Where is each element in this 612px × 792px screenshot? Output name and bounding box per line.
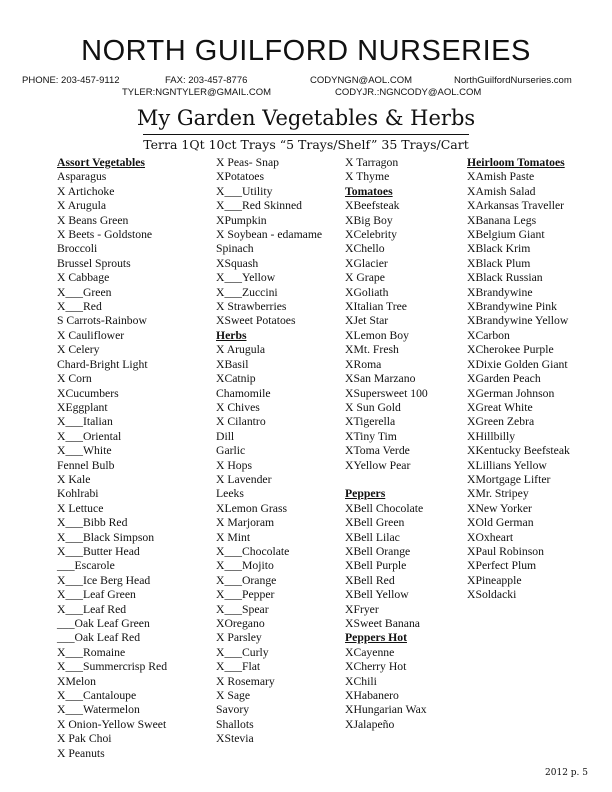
list-item: XMr. Stripey [467, 487, 529, 501]
list-item: X___Zuccini [216, 285, 278, 299]
list-item: XSweet Banana [345, 616, 420, 630]
list-item: XSoldacki [467, 588, 517, 602]
list-item: XSweet Potatoes [216, 314, 296, 328]
list-item: Kohlrabi [57, 487, 99, 501]
list-item: X Pak Choi [57, 732, 112, 746]
list-item: XBell Green [345, 516, 405, 530]
list-item: XBrandywine [467, 285, 533, 299]
list-item: XNew Yorker [467, 501, 532, 515]
list-item: X Corn [57, 372, 92, 386]
list-item: XBig Boy [345, 213, 393, 227]
list-item: X Lettuce [57, 501, 104, 515]
list-item: XChello [345, 242, 385, 256]
column-1 [57, 156, 167, 761]
list-item: XHabanero [345, 689, 399, 703]
list-item: XHungarian Wax [345, 703, 427, 717]
list-item: XLillians Yellow [467, 458, 547, 472]
section-heading: Peppers Hot [345, 631, 407, 645]
list-item: XCucumbers [57, 386, 119, 400]
list-item: X Sun Gold [345, 400, 401, 414]
list-item: X Kale [57, 472, 91, 486]
fax-text: FAX: 203-457-8776 [165, 75, 248, 86]
list-item: XBasil [216, 357, 249, 371]
list-item: X Marjoram [216, 516, 275, 530]
list-item: X___Black Simpson [57, 530, 155, 544]
list-item: X Grape [345, 271, 385, 285]
list-item: XCayenne [345, 645, 395, 659]
list-item: XRoma [345, 357, 382, 371]
list-item: XTiny Tim [345, 429, 397, 443]
list-item: Dill [216, 429, 235, 443]
list-item: XTigerella [345, 415, 396, 429]
list-item: XToma Verde [345, 444, 410, 458]
list-item: S Carrots-Rainbow [57, 314, 147, 328]
list-item: X Lavender [216, 472, 272, 486]
list-item: X___Pepper [216, 588, 275, 602]
page-footer: 2012 p. 5 [545, 768, 588, 778]
section-heading: Heirloom Tomatoes [467, 156, 565, 169]
list-item: XJalapeño [345, 717, 395, 731]
list-item: X___Red Skinned [216, 199, 303, 213]
list-item: X Hops [216, 458, 253, 472]
list-item: X Sage [216, 689, 251, 703]
list-item: XGreen Zebra [467, 415, 535, 429]
list-item: Broccoli [57, 242, 98, 256]
list-item: XGerman Johnson [467, 386, 555, 400]
section-heading: Assort Vegetables [57, 156, 145, 169]
list-item: XBell Yellow [345, 588, 409, 602]
list-item: X___Cantaloupe [57, 689, 137, 703]
list-item: X Rosemary [216, 674, 275, 688]
column-3 [345, 156, 428, 732]
list-item: XBanana Legs [467, 213, 537, 227]
list-item: Spinach [216, 242, 254, 256]
list-item: Savory [216, 703, 250, 717]
list-item: XOregano [216, 617, 265, 630]
list-item: XArkansas Traveller [467, 199, 565, 213]
list-item: X Tarragon [345, 156, 399, 169]
list-item: XBell Chocolate [345, 501, 424, 515]
list-item: X___Leaf Red [57, 602, 127, 616]
list-item: ___Oak Leaf Red [57, 631, 141, 645]
list-item: XAmish Salad [467, 184, 536, 198]
list-item: X Artichoke [57, 184, 115, 198]
list-item: XGlacier [345, 256, 388, 270]
list-item: X___Ice Berg Head [57, 573, 151, 587]
list-item: X Celery [57, 343, 100, 357]
section-heading: Peppers [345, 487, 386, 501]
list-item: X___Butter Head [57, 544, 140, 558]
subtitle-underline [143, 134, 469, 135]
list-item: XYellow Pear [345, 458, 411, 472]
list-item: XEggplant [57, 400, 108, 414]
list-item: XGarden Peach [467, 372, 541, 386]
list-item: X___Mojito [216, 559, 274, 573]
list-item: X___Orange [216, 573, 277, 587]
list-item: XBlack Russian [467, 271, 543, 285]
list-item: X___Yellow [216, 271, 276, 285]
spacer [345, 473, 428, 487]
list-item: X___Bibb Red [57, 516, 128, 530]
list-item: XPerfect Plum [467, 559, 537, 573]
list-item: XBell Purple [345, 559, 407, 573]
list-item: X___Oriental [57, 429, 122, 443]
email-codyjr[interactable]: CODYJR.:NGNCODY@AOL.COM [335, 87, 482, 98]
list-item: XBlack Krim [467, 242, 531, 256]
list-item: X___Romaine [57, 645, 126, 659]
list-item: X___Summercrisp Red [57, 660, 168, 674]
list-item: X___Flat [216, 660, 261, 674]
list-item: X Mint [216, 530, 251, 544]
list-item: XOxheart [467, 530, 514, 544]
list-item: XLemon Boy [345, 328, 409, 342]
column-4 [467, 156, 570, 603]
list-item: XSupersweet 100 [345, 386, 428, 400]
list-item: X___White [57, 444, 112, 458]
nursery-title: NORTH GUILFORD NURSERIES [81, 35, 531, 67]
list-item: XPumpkin [216, 213, 267, 227]
list-item: XItalian Tree [345, 300, 407, 314]
list-item: XBeefsteak [345, 199, 400, 213]
list-item: ___Oak Leaf Green [57, 617, 150, 630]
list-item: XCelebrity [345, 228, 397, 242]
list-item: X___Green [57, 285, 112, 299]
list-item: Chard-Bright Light [57, 357, 148, 371]
list-item: XKentucky Beefsteak [467, 444, 570, 458]
list-item: XJet Star [345, 314, 389, 328]
list-item: X Peas- Snap [216, 156, 279, 169]
list-item: X Beans Green [57, 213, 129, 227]
list-item: X___Spear [216, 602, 269, 616]
list-item: X Chives [216, 400, 260, 414]
list-item: XMt. Fresh [345, 343, 399, 357]
page-subtitle: My Garden Vegetables & Herbs [136, 106, 476, 130]
list-item: XChili [345, 674, 377, 688]
list-item: X___Red [57, 300, 102, 314]
list-item: X Peanuts [57, 746, 105, 760]
list-item: X Thyme [345, 170, 390, 184]
list-item: Chamomile [216, 386, 271, 400]
list-item: X Cauliflower [57, 328, 125, 342]
list-item: XCarbon [467, 328, 510, 342]
list-item: X___Watermelon [57, 703, 140, 717]
section-heading: Tomatoes [345, 184, 393, 198]
list-item: X Onion-Yellow Sweet [57, 717, 167, 731]
list-item: XCherokee Purple [467, 343, 554, 357]
list-item: XStevia [216, 732, 254, 746]
tray-info: Terra 1Qt 10ct Trays “5 Trays/Shelf” 35 Trays/Cart [143, 137, 469, 152]
list-item: X Cabbage [57, 271, 110, 285]
email-cody[interactable]: CODYNGN@AOL.COM [310, 75, 413, 86]
list-item: X___Leaf Green [57, 588, 136, 602]
list-item: XGreat White [467, 400, 533, 414]
list-item: XPotatoes [216, 170, 265, 184]
list-item: Brussel Sprouts [57, 256, 131, 270]
list-item: XBell Lilac [345, 530, 400, 544]
email-tyler[interactable]: TYLER:NGNTYLER@GMAIL.COM [122, 87, 271, 98]
list-item: XCatnip [216, 372, 256, 386]
list-item: Fennel Bulb [57, 458, 115, 472]
list-item: ___Escarole [57, 559, 115, 573]
list-item: XBlack Plum [467, 256, 531, 270]
list-item: X___Utility [216, 184, 273, 198]
list-item: XDixie Golden Giant [467, 357, 568, 371]
list-item: X Soybean - edamame [216, 228, 323, 242]
list-item: XBell Orange [345, 544, 411, 558]
list-item: XBelgium Giant [467, 228, 545, 242]
list-item: X Strawberries [216, 300, 287, 314]
list-item: X Arugula [216, 343, 266, 357]
list-item: XSan Marzano [345, 372, 416, 386]
list-item: X___Chocolate [216, 544, 290, 558]
section-heading: Herbs [216, 328, 247, 342]
list-item: XHillbilly [467, 429, 516, 443]
list-item: X___Curly [216, 645, 269, 659]
list-item: Shallots [216, 717, 254, 731]
list-item: Asparagus [57, 170, 107, 184]
list-item: XLemon Grass [216, 501, 288, 515]
list-item: Garlic [216, 444, 246, 458]
list-item: XBell Red [345, 573, 395, 587]
list-item: X___Italian [57, 415, 113, 429]
list-item: XOld German [467, 516, 534, 530]
list-item: X Cilantro [216, 415, 266, 429]
list-item: XCherry Hot [345, 660, 407, 674]
list-item: XPineapple [467, 573, 522, 587]
list-item: X Beets - Goldstone [57, 228, 153, 242]
list-item: XBrandywine Yellow [467, 314, 569, 328]
website-link[interactable]: NorthGuilfordNurseries.com [454, 75, 572, 86]
list-item: XMortgage Lifter [467, 472, 551, 486]
list-item: X Arugula [57, 199, 107, 213]
list-item: XMelon [57, 674, 96, 688]
list-item: XFryer [345, 602, 379, 616]
list-item: XSquash [216, 256, 259, 270]
phone-text: PHONE: 203-457-9112 [22, 75, 120, 86]
column-2 [216, 156, 322, 747]
list-item: XPaul Robinson [467, 544, 544, 558]
list-item: XBrandywine Pink [467, 300, 557, 314]
list-item: XGoliath [345, 285, 389, 299]
list-item: XAmish Paste [467, 170, 535, 184]
list-item: Leeks [216, 487, 244, 501]
list-item: X Parsley [216, 631, 262, 645]
